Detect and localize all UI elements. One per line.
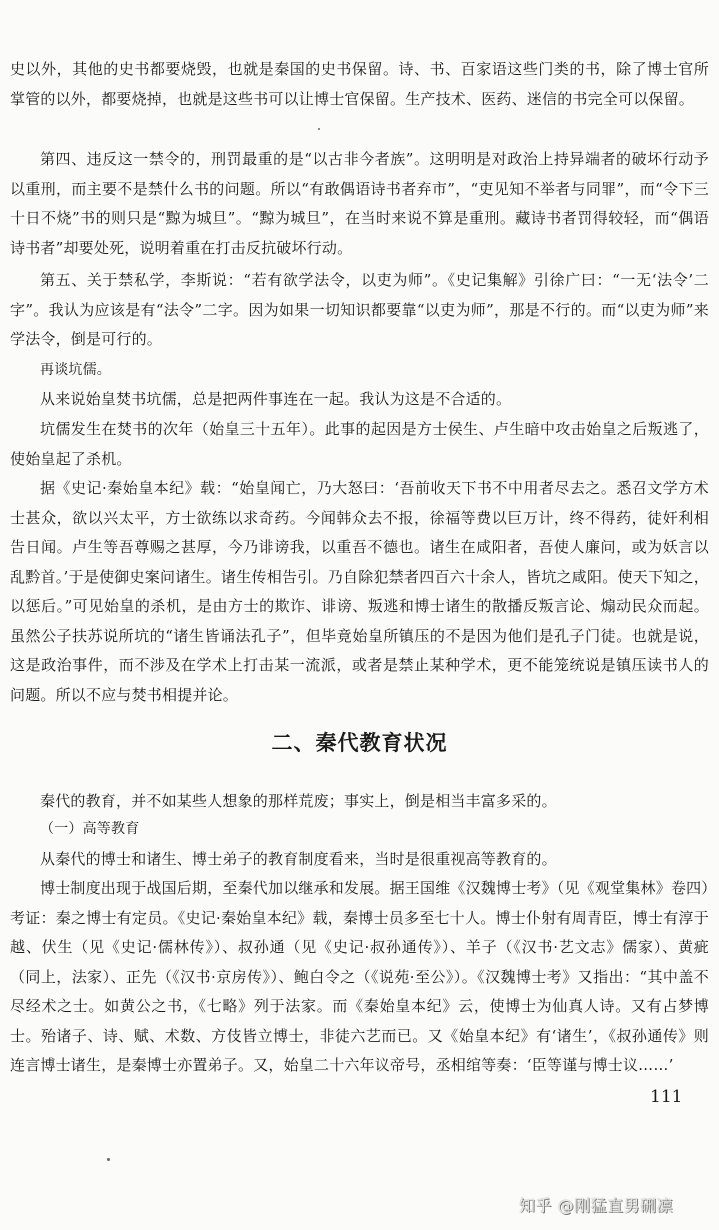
- paragraph-5: 坑儒发生在焚书的次年（始皇三十五年）。此事的起因是方士侯生、卢生暗中攻击始皇之后叛逃了，使始皇起了杀机。: [10, 420, 709, 468]
- watermark: 知乎 @刚猛直男硎凛: [519, 1196, 674, 1215]
- paragraph-6: 据《史记·秦始皇本纪》载：“始皇闻亡，乃大怒曰：‘吾前收天下书不中用者尽去之。悉召文学方术士甚众，欲以兴太平，方士欲练以求奇药。今闻韩众去不报，徐福等费以巨万计，终不得药，徒奸利相告日闻。卢生等吾尊赐之甚厚，今乃诽谤我，以重吾不德也。诸生在咸阳者，吾使人廉问，或为妖言以乱黔首。’于是使御史案问诸生。诸生传相告引。乃自除犯禁者四百六十余人，皆坑之咸阳。使天下知之，以惩后。”可见始皇的杀机，是由方士的欺诈、诽谤、叛逃和博士诸生的散播反叛言论、煽动民众而起。虽然公子扶苏说所坑的“诸生皆诵法孔子”，但毕竟始皇所镇压的不是因为他们是孔子门徒。也就是说，这是政治事件，而不涉及在学术上打击某一流派，或者是禁止某种学术，更不能笼统说是镇压读书人的问题。所以不应与焚书相提并论。: [10, 479, 709, 704]
- section-heading: 二、秦代教育状况: [271, 731, 448, 755]
- paragraph-4: 从来说始皇焚书坑儒，总是把两件事连在一起。我认为这是不合适的。: [40, 390, 512, 408]
- page-number: 111: [650, 1087, 683, 1107]
- paragraph-7: 秦代的教育，并不如某些人想象的那样荒废；事实上，倒是相当丰富多采的。: [40, 792, 557, 810]
- paragraph-3: 第五、关于禁私学，李斯说：“若有欲学法令，以吏为师”。《史记集解》引徐广曰：“一无‘法令’二字”。我认为应该是有“法令”二字。因为如果一切知识都要靠“以吏为师”，那是不行的。而“以吏为师”来学法令，倒是可行的。: [10, 271, 709, 348]
- paragraph-9: 博士制度出现于战国后期，至秦代加以继承和发展。据王国维《汉魏博士考》（见《观堂集林》卷四）考证：秦之博士有定员。《史记·秦始皇本纪》载，秦博士员多至七十人。博士仆射有周青臣，博士有淳于越、伏生（见《史记·儒林传》）、叔孙通（见《史记·叔孙通传》）、羊子（《汉书·艺文志》儒家）、黄疵（同上，法家）、正先（《汉书·京房传》）、鲍白令之（《说苑·至公》）。《汉魏博士考》又指出：“其中盖不尽经术之士。如黄公之书，《七略》列于法家。而《秦始皇本纪》云，使博士为仙真人诗。又有占梦博士。殆诸子、诗、赋、术数、方伎皆立博士，非徒六艺而已。又《始皇本纪》有‘诸生’，《叔孙通传》则连言博士诸生，是秦博士亦置弟子。又，始皇二十六年议帝号，丞相绾等奏：‘臣等谨与博士议……’: [10, 879, 710, 1074]
- paragraph-2: 第四、违反这一禁令的，刑罚最重的是“以古非今者族”。这明明是对政治上持异端者的破坏行动予以重刑，而主要不是禁什么书的问题。所以“有敢偶语诗书者弃市”，“吏见知不举者与同罪”，而“令下三十日不烧”书的则只是“黥为城旦”。“黥为城旦”，在当时来说不算是重刑。藏诗书者罚得较轻，而“偶语诗书者”却要处死，说明着重在打击反抗破坏行动。: [10, 150, 709, 257]
- subheading-higher-education: （一）高等教育: [40, 821, 140, 837]
- scan-speck: [318, 128, 320, 130]
- paragraph-8: 从秦代的博士和诸生、博士弟子的教育制度看来，当时是很重视高等教育的。: [40, 850, 557, 868]
- paragraph-1: 史以外，其他的史书都要烧毁，也就是秦国的史书保留。诗、书、百家语这些门类的书，除了博士官所掌管的以外，都要烧掉，也就是这些书可以让博士官保留。生产技术、医药、迷信的书完全可以保留。: [10, 60, 709, 108]
- scan-speck: [107, 1158, 110, 1161]
- subheading-kengru: 再谈坑儒。: [40, 362, 111, 378]
